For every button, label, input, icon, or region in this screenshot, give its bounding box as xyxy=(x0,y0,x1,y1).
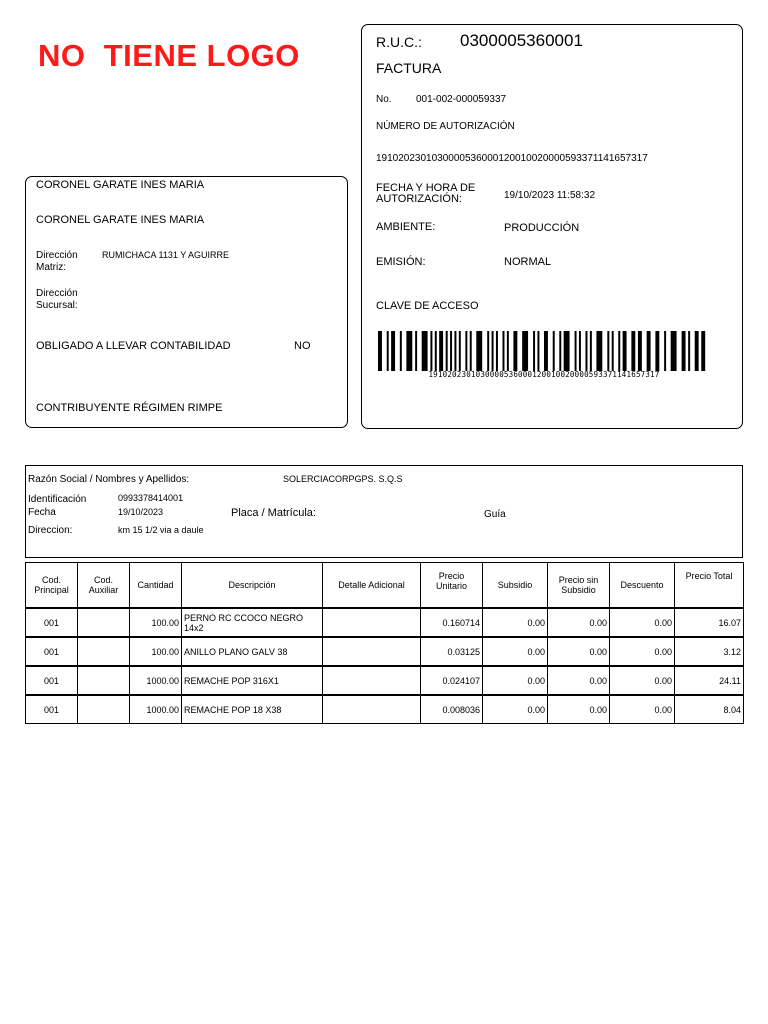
cell-cod-principal: 001 xyxy=(26,608,78,637)
doc-type: FACTURA xyxy=(376,60,442,76)
direccion-label: Direccion: xyxy=(28,525,73,536)
cell-descripcion: REMACHE POP 316X1 xyxy=(182,666,323,695)
cell-subsidio: 0.00 xyxy=(483,637,548,666)
cell-detalle xyxy=(323,695,421,724)
issuer-trade-name: CORONEL GARATE INES MARIA xyxy=(36,214,205,226)
cell-precio-sin-subsidio: 0.00 xyxy=(548,637,610,666)
emision-value: NORMAL xyxy=(504,256,552,268)
cell-descuento: 0.00 xyxy=(610,695,675,724)
col-header-detalle: Detalle Adicional xyxy=(323,563,421,609)
cell-detalle xyxy=(323,666,421,695)
cell-cod-principal: 001 xyxy=(26,695,78,724)
regimen-label: CONTRIBUYENTE RÉGIMEN RIMPE xyxy=(36,402,223,414)
direccion-value: km 15 1/2 via a daule xyxy=(118,525,204,535)
table-row xyxy=(26,695,744,724)
fecha-value: 19/10/2023 xyxy=(118,507,164,517)
cell-cod-auxiliar xyxy=(78,666,130,695)
invoice-number-label: No. xyxy=(376,94,392,105)
col-header-precio-sin-subsidio: Precio sin Subsidio xyxy=(548,563,610,609)
contabilidad-label: OBLIGADO A LLEVAR CONTABILIDAD xyxy=(36,340,231,352)
cell-descripcion: ANILLO PLANO GALV 38 xyxy=(182,637,323,666)
cell-precio-total: 16.07 xyxy=(675,608,744,637)
col-header-subsidio: Subsidio xyxy=(483,563,548,609)
cell-precio-sin-subsidio: 0.00 xyxy=(548,695,610,724)
cell-cantidad: 1000.00 xyxy=(130,666,182,695)
cell-subsidio: 0.00 xyxy=(483,695,548,724)
cell-precio-sin-subsidio: 0.00 xyxy=(548,666,610,695)
razon-label: Razón Social / Nombres y Apellidos: xyxy=(28,474,190,485)
table-header-row xyxy=(26,563,744,609)
ruc-label: R.U.C.: xyxy=(376,34,422,50)
col-header-cod-principal: Cod. Principal xyxy=(26,563,78,609)
cell-subsidio: 0.00 xyxy=(483,666,548,695)
contabilidad-value: NO xyxy=(294,340,311,352)
ambiente-label: AMBIENTE: xyxy=(376,221,436,233)
clave-label: CLAVE DE ACCESO xyxy=(376,300,479,312)
barcode-number: 1910202301030000536000120010020000593371141657317 xyxy=(428,370,660,379)
col-header-descuento: Descuento xyxy=(610,563,675,609)
items-table xyxy=(25,562,744,724)
cell-cod-principal: 001 xyxy=(26,666,78,695)
cell-cantidad: 1000.00 xyxy=(130,695,182,724)
guia-label: Guía xyxy=(484,509,506,520)
dir-sucursal-label: Dirección Sucursal: xyxy=(36,288,78,311)
fecha-label: Fecha xyxy=(28,507,56,518)
cell-precio-total: 3.12 xyxy=(675,637,744,666)
logo-placeholder-text: NO TIENE LOGO xyxy=(38,38,300,73)
cell-detalle xyxy=(323,637,421,666)
table-row xyxy=(26,666,744,695)
identificacion-value: 0993378414001 xyxy=(118,493,184,503)
issuer-name: CORONEL GARATE INES MARIA xyxy=(36,179,205,191)
barcode-image xyxy=(378,331,710,371)
identificacion-label: Identificación xyxy=(28,494,87,505)
cell-precio-unitario: 0.008036 xyxy=(421,695,483,724)
col-header-cantidad: Cantidad xyxy=(130,563,182,609)
emision-label: EMISIÓN: xyxy=(376,256,426,268)
table-row xyxy=(26,637,744,666)
dir-matriz-value: RUMICHACA 1131 Y AGUIRRE xyxy=(102,250,230,260)
cell-cod-principal: 001 xyxy=(26,637,78,666)
cell-precio-total: 24.11 xyxy=(675,666,744,695)
cell-descripcion: REMACHE POP 18 X38 xyxy=(182,695,323,724)
invoice-number: 001-002-000059337 xyxy=(416,94,507,105)
cell-precio-unitario: 0.03125 xyxy=(421,637,483,666)
cell-precio-sin-subsidio: 0.00 xyxy=(548,608,610,637)
auth-number: 1910202301030000536000120010020000593371141657317 xyxy=(376,153,648,164)
placa-label: Placa / Matrícula: xyxy=(231,507,316,519)
cell-cantidad: 100.00 xyxy=(130,637,182,666)
col-header-descripcion: Descripción xyxy=(182,563,323,609)
cell-descuento: 0.00 xyxy=(610,637,675,666)
cell-descripcion: PERNO RC CCOCO NEGRO 14x2 xyxy=(182,608,323,637)
cell-cantidad: 100.00 xyxy=(130,608,182,637)
auth-label: NÚMERO DE AUTORIZACIÓN xyxy=(376,121,515,132)
table-row xyxy=(26,608,744,637)
cell-descuento: 0.00 xyxy=(610,666,675,695)
col-header-precio-total: Precio Total xyxy=(675,563,744,609)
cell-detalle xyxy=(323,608,421,637)
auth-date: 19/10/2023 11:58:32 xyxy=(504,190,596,201)
col-header-cod-auxiliar: Cod. Auxiliar xyxy=(78,563,130,609)
ambiente-value: PRODUCCIÓN xyxy=(504,222,580,234)
cell-precio-unitario: 0.024107 xyxy=(421,666,483,695)
dir-matriz-label: Dirección Matriz: xyxy=(36,250,78,273)
cell-cod-auxiliar xyxy=(78,637,130,666)
cell-subsidio: 0.00 xyxy=(483,608,548,637)
ruc-value: 0300005360001 xyxy=(460,31,583,50)
cell-cod-auxiliar xyxy=(78,695,130,724)
cell-precio-unitario: 0.160714 xyxy=(421,608,483,637)
cell-precio-total: 8.04 xyxy=(675,695,744,724)
col-header-precio-unitario: Precio Unitario xyxy=(421,563,483,609)
cell-descuento: 0.00 xyxy=(610,608,675,637)
cell-cod-auxiliar xyxy=(78,608,130,637)
auth-date-label: FECHA Y HORA DE AUTORIZACIÓN: xyxy=(376,182,476,205)
razon-value: SOLERCIACORPGPS. S.Q.S xyxy=(283,474,403,484)
